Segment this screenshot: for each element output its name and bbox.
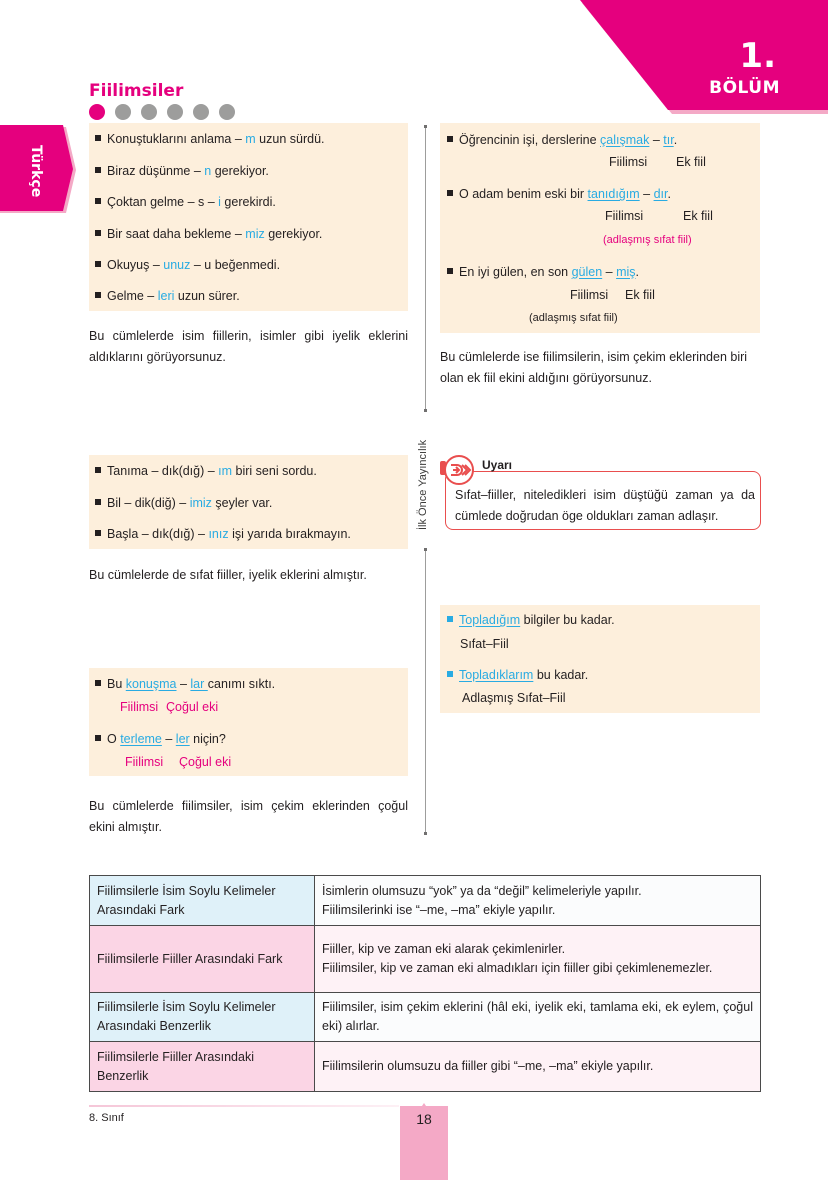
list-item: O adam benim eski bir tanıdığım – dır. bbox=[447, 187, 671, 201]
list-item: En iyi gülen, en son gülen – miş. bbox=[447, 265, 639, 279]
annotation-label: Fiilimsi bbox=[609, 155, 648, 169]
annotation-label: Çoğul eki bbox=[166, 700, 219, 714]
explanation-paragraph: Bu cümlelerde de sıfat fiiller, iyelik eklerini almıştır. bbox=[89, 568, 367, 582]
list-item: Çoktan gelme – s – i gerekirdi. bbox=[95, 195, 276, 209]
table-row bbox=[90, 926, 761, 993]
list-item: Konuştuklarını anlama – m uzun sürdü. bbox=[95, 132, 325, 146]
chapter-label: BÖLÜM bbox=[709, 78, 780, 98]
annotation-label: Fiilimsi bbox=[120, 700, 159, 714]
list-item: Biraz düşünme – n gerekiyor. bbox=[95, 164, 269, 178]
grade-label: 8. Sınıf bbox=[89, 1112, 124, 1124]
warning-text: Sıfat–fiiller, niteledikleri isim düştüğü zaman ya da cümlede doğrudan öge oldukları zaman adlaşır. bbox=[455, 488, 755, 523]
table-row bbox=[90, 876, 761, 926]
subject-label: Türkçe bbox=[28, 145, 44, 198]
comparison-table bbox=[89, 875, 761, 1092]
warning-icon bbox=[440, 453, 476, 489]
annotation-label: Ek fiil bbox=[683, 209, 713, 223]
example-box-possessive bbox=[89, 123, 408, 311]
table-value: Fiiller, kip ve zaman eki alarak çekimlenirler. Fiilimsiler, kip ve zaman eki almadıkları için fiiller gibi çekimlenemezler. bbox=[315, 926, 761, 993]
list-item: O terleme – ler niçin? bbox=[95, 732, 226, 746]
annotation-label: Fiilimsi bbox=[605, 209, 644, 223]
explanation-paragraph: Bu cümlelerde fiilimsiler, isim çekim eklerinden çoğul ekini almıştır. bbox=[89, 799, 408, 834]
annotation-label: Sıfat–Fiil bbox=[460, 637, 509, 651]
chapter-number: 1. bbox=[739, 36, 776, 76]
page-number: 18 bbox=[416, 1111, 432, 1127]
progress-dot bbox=[167, 104, 183, 120]
table-value: Fiilimsilerin olumsuzu da fiiller gibi “–me, –ma” ekiyle yapılır. bbox=[315, 1042, 761, 1092]
chapter-banner bbox=[580, 0, 828, 114]
list-item: Topladığım bilgiler bu kadar. bbox=[447, 613, 615, 627]
annotation-note: (adlaşmış sıfat fiil) bbox=[603, 234, 692, 246]
annotation-label: Çoğul eki bbox=[179, 755, 232, 769]
annotation-label: Ek fiil bbox=[625, 288, 655, 302]
annotation-label: Fiilimsi bbox=[125, 755, 164, 769]
progress-dot bbox=[219, 104, 235, 120]
table-key: Fiilimsilerle Fiiller Arasındaki Fark bbox=[90, 926, 315, 993]
table-key: Fiilimsilerle İsim Soylu Kelimeler Arasındaki Benzerlik bbox=[90, 993, 315, 1042]
subject-tab bbox=[0, 125, 78, 215]
list-item: Bil – dik(diğ) – imiz şeyler var. bbox=[95, 496, 272, 510]
explanation-paragraph: Bu cümlelerde ise fiilimsilerin, isim çekim eklerinden biri olan ek fiil ekini aldığını görüyorsunuz. bbox=[440, 350, 748, 385]
section-title: Fiilimsiler bbox=[89, 81, 184, 101]
table-key: Fiilimsilerle İsim Soylu Kelimeler Arasındaki Fark bbox=[90, 876, 315, 926]
table-row bbox=[90, 993, 761, 1042]
table-value: Fiilimsiler, isim çekim eklerini (hâl eki, iyelik eki, tamlama eki, ek eylem, çoğul eki) alırlar. bbox=[315, 993, 761, 1042]
list-item: Bir saat daha bekleme – miz gerekiyor. bbox=[95, 227, 322, 241]
progress-dot bbox=[193, 104, 209, 120]
list-item: Başla – dık(dığ) – ınız işi yarıda bırakmayın. bbox=[95, 527, 351, 541]
progress-dots bbox=[89, 104, 235, 120]
column-divider bbox=[425, 125, 426, 412]
annotation-label: Ek fiil bbox=[676, 155, 706, 169]
banner-shape bbox=[580, 0, 828, 114]
table-value: İsimlerin olumsuzu “yok” ya da “değil” kelimeleriyle yapılır. Fiilimsilerinki ise “–me, –ma” ekiyle yapılır. bbox=[315, 876, 761, 926]
progress-dot-active bbox=[89, 104, 105, 120]
table-key: Fiilimsilerle Fiiller Arasındaki Benzerlik bbox=[90, 1042, 315, 1092]
table-row bbox=[90, 1042, 761, 1092]
annotation-label: Fiilimsi bbox=[570, 288, 609, 302]
warning-title: Uyarı bbox=[482, 458, 513, 472]
list-item: Okuyuş – unuz – u beğenmedi. bbox=[95, 258, 280, 272]
annotation-label: Adlaşmış Sıfat–Fiil bbox=[462, 691, 566, 705]
list-item: Tanıma – dık(dığ) – ım biri seni sordu. bbox=[95, 464, 317, 478]
annotation-note: (adlaşmış sıfat fiil) bbox=[529, 312, 618, 324]
list-item: Gelme – leri uzun sürer. bbox=[95, 289, 240, 303]
footer-rule bbox=[89, 1105, 399, 1107]
progress-dot bbox=[141, 104, 157, 120]
progress-dot bbox=[115, 104, 131, 120]
list-item: Bu konuşma – lar canımı sıktı. bbox=[95, 677, 275, 691]
list-item: Topladıklarım bu kadar. bbox=[447, 668, 588, 682]
publisher-label: İlk Önce Yayıncılık bbox=[417, 439, 429, 530]
explanation-paragraph: Bu cümlelerde isim fiillerin, isimler gibi iyelik eklerini aldıklarını görüyorsunuz. bbox=[89, 329, 408, 364]
column-divider bbox=[425, 548, 426, 835]
list-item: Öğrencinin işi, derslerine çalışmak – tır. bbox=[447, 133, 677, 147]
